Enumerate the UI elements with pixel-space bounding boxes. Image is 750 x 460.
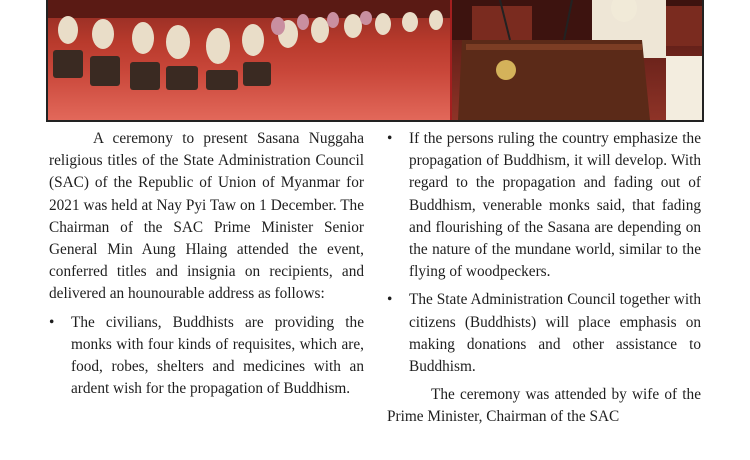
closing-paragraph: The ceremony was attended by wife of the Prime Minister, Chairman of the SAC [387,386,701,426]
left-column [49,128,364,406]
intro-paragraph: A ceremony to present Sasana Nuggaha religious titles of the State Administration Council (SAC) of the Republic of Union of Myanmar for 2021 was held at Nay Pyi Taw on 1 December. The Chairman of the SAC Prime Minister Senior General Min Aung Hlaing attended the event, conferred titles and insignia on recipients, and delivered an hounourable address as follows: [49,130,364,303]
podium-graphic [452,0,704,120]
bullet-item-sac-emphasis [387,289,701,378]
bullet-text: If the persons ruling the country emphasize the propagation of Buddhism, it will develop. With regard to the propagation and fading out of Buddhism, venerable monks said, that fading and flourishing of the Sasana are depending on the nature of the mundane world, similar to the flying of woodpeckers. [409,130,701,281]
bullet-text: The civilians, Buddhists are providing the monks with four kinds of requisites, which are, food, robes, shelters and medicines with an ardent wish for the propagation of Buddhism. [71,313,364,398]
right-column [387,128,701,429]
bullet-text: The State Administration Council together with citizens (Buddhists) will place emphasis on making donations and other assistance to Buddhism. [409,291,701,376]
audience-photo [48,0,450,120]
bullet-item-propagation [387,128,701,283]
bullet-item-requisites [49,312,364,401]
speaker-podium-photo [452,0,704,120]
bullet-icon: • [387,291,393,309]
bullet-icon: • [49,313,55,331]
seated-audience-graphic [48,0,450,92]
ceremony-photo-strip [46,0,704,122]
bullet-icon: • [387,130,393,147]
